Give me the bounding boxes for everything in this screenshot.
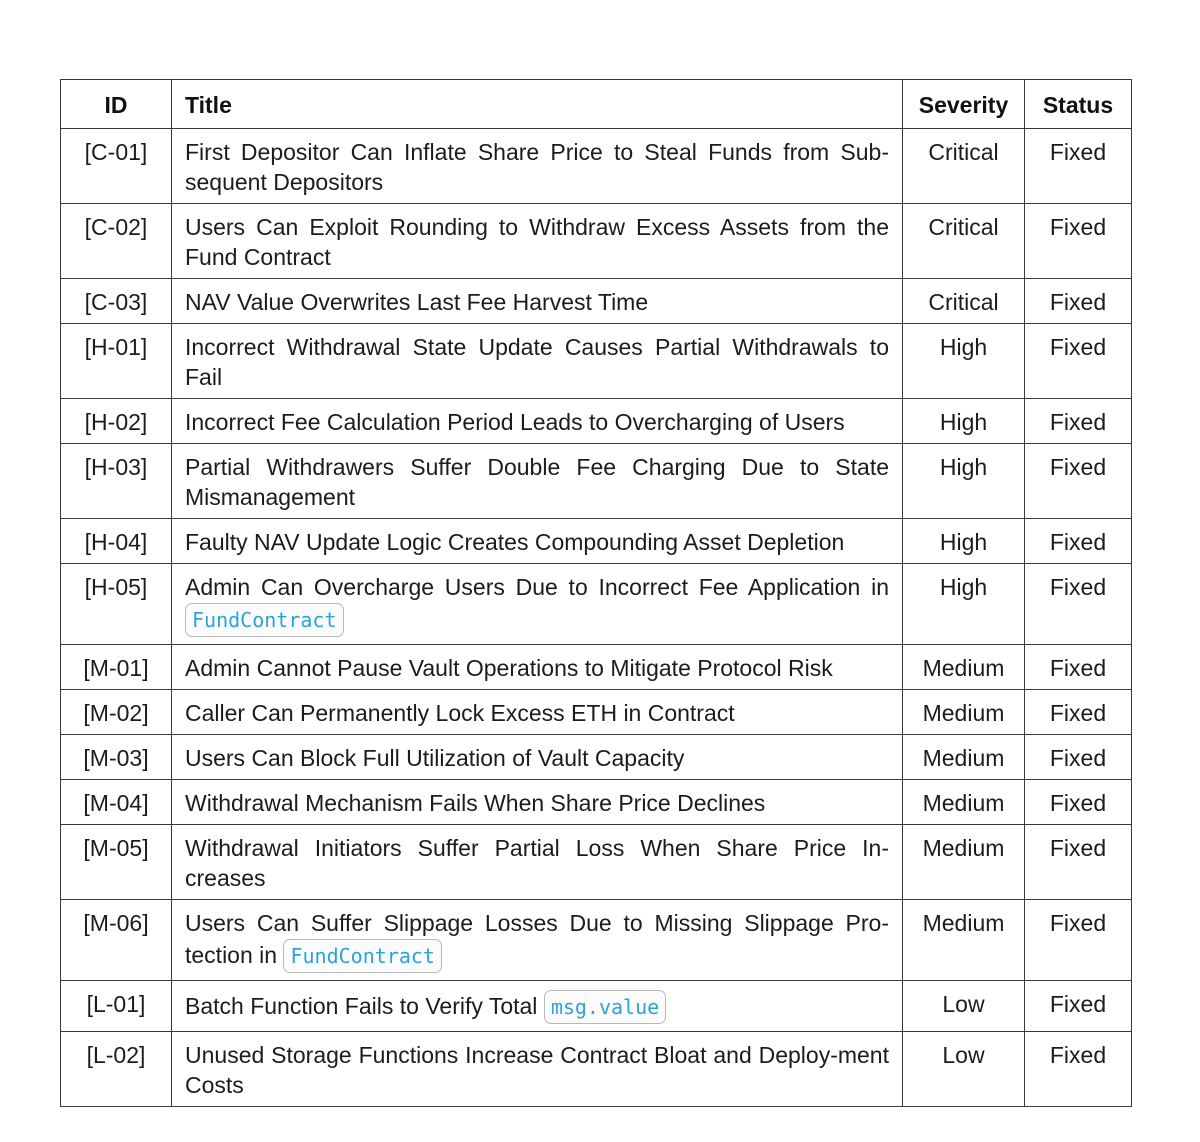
finding-title: Users Can Block Full Utilization of Vault Capacity bbox=[185, 745, 685, 771]
finding-title-cell bbox=[172, 564, 903, 645]
table-row bbox=[61, 780, 1132, 825]
severity-cell: High bbox=[903, 324, 1025, 399]
finding-title: Partial Withdrawers Suffer Double Fee Charging Due to State Mismanagement bbox=[185, 454, 889, 510]
status-cell: Fixed bbox=[1025, 645, 1132, 690]
finding-title: Users Can Suffer Slippage Losses Due to Missing Slippage Pro-tection in bbox=[185, 910, 889, 968]
finding-title: Withdrawal Initiators Suffer Partial Loss When Share Price In-creases bbox=[185, 835, 889, 891]
finding-title-cell bbox=[172, 519, 903, 564]
status-cell: Fixed bbox=[1025, 279, 1132, 324]
finding-title: NAV Value Overwrites Last Fee Harvest Time bbox=[185, 289, 649, 315]
finding-title-cell bbox=[172, 900, 903, 981]
finding-title: Users Can Exploit Rounding to Withdraw Excess Assets from the Fund Contract bbox=[185, 214, 889, 270]
header-row bbox=[61, 80, 1132, 129]
header-status: Status bbox=[1025, 80, 1132, 129]
severity-cell: Low bbox=[903, 981, 1025, 1032]
finding-title-cell bbox=[172, 1032, 903, 1107]
finding-title-cell bbox=[172, 735, 903, 780]
severity-cell: High bbox=[903, 399, 1025, 444]
header-title: Title bbox=[172, 80, 903, 129]
finding-id: [L-01] bbox=[61, 981, 172, 1032]
severity-cell: Medium bbox=[903, 690, 1025, 735]
status-cell: Fixed bbox=[1025, 129, 1132, 204]
status-cell: Fixed bbox=[1025, 519, 1132, 564]
finding-id: [C-02] bbox=[61, 204, 172, 279]
table-row bbox=[61, 825, 1132, 900]
table-row bbox=[61, 204, 1132, 279]
finding-title-cell bbox=[172, 279, 903, 324]
table-body bbox=[61, 129, 1132, 1107]
severity-cell: Medium bbox=[903, 825, 1025, 900]
finding-title-cell bbox=[172, 981, 903, 1032]
finding-title: Withdrawal Mechanism Fails When Share Price Declines bbox=[185, 790, 766, 816]
finding-id: [H-03] bbox=[61, 444, 172, 519]
header-id: ID bbox=[61, 80, 172, 129]
status-cell: Fixed bbox=[1025, 780, 1132, 825]
finding-title: Faulty NAV Update Logic Creates Compounding Asset Depletion bbox=[185, 529, 845, 555]
finding-title: Caller Can Permanently Lock Excess ETH in Contract bbox=[185, 700, 735, 726]
table-row bbox=[61, 519, 1132, 564]
finding-id: [H-01] bbox=[61, 324, 172, 399]
status-cell: Fixed bbox=[1025, 900, 1132, 981]
finding-title: First Depositor Can Inflate Share Price to Steal Funds from Sub-sequent Depositors bbox=[185, 139, 889, 195]
finding-id: [M-04] bbox=[61, 780, 172, 825]
finding-id: [C-01] bbox=[61, 129, 172, 204]
finding-id: [L-02] bbox=[61, 1032, 172, 1107]
finding-title-cell bbox=[172, 204, 903, 279]
finding-id: [M-03] bbox=[61, 735, 172, 780]
finding-id: [M-02] bbox=[61, 690, 172, 735]
finding-title: Incorrect Withdrawal State Update Causes Partial Withdrawals to Fail bbox=[185, 334, 889, 390]
finding-id: [H-02] bbox=[61, 399, 172, 444]
table-row bbox=[61, 645, 1132, 690]
finding-title-cell bbox=[172, 399, 903, 444]
severity-cell: Critical bbox=[903, 279, 1025, 324]
table-row bbox=[61, 279, 1132, 324]
finding-title-cell bbox=[172, 645, 903, 690]
finding-title-cell bbox=[172, 780, 903, 825]
header-severity: Severity bbox=[903, 80, 1025, 129]
table-row bbox=[61, 444, 1132, 519]
severity-cell: Medium bbox=[903, 780, 1025, 825]
finding-id: [H-05] bbox=[61, 564, 172, 645]
finding-title-cell bbox=[172, 444, 903, 519]
status-cell: Fixed bbox=[1025, 399, 1132, 444]
severity-cell: Medium bbox=[903, 900, 1025, 981]
finding-id: [M-01] bbox=[61, 645, 172, 690]
severity-cell: High bbox=[903, 444, 1025, 519]
table-row bbox=[61, 129, 1132, 204]
severity-cell: Critical bbox=[903, 204, 1025, 279]
status-cell: Fixed bbox=[1025, 444, 1132, 519]
finding-title: Incorrect Fee Calculation Period Leads to Overcharging of Users bbox=[185, 409, 845, 435]
severity-cell: Medium bbox=[903, 645, 1025, 690]
finding-title: Admin Cannot Pause Vault Operations to Mitigate Protocol Risk bbox=[185, 655, 833, 681]
table-row bbox=[61, 324, 1132, 399]
table-row bbox=[61, 1032, 1132, 1107]
findings-table bbox=[60, 79, 1132, 1107]
status-cell: Fixed bbox=[1025, 735, 1132, 780]
status-cell: Fixed bbox=[1025, 825, 1132, 900]
table-row bbox=[61, 735, 1132, 780]
table-row bbox=[61, 981, 1132, 1032]
table-row bbox=[61, 690, 1132, 735]
finding-title-cell bbox=[172, 825, 903, 900]
table-row bbox=[61, 564, 1132, 645]
inline-code: msg.value bbox=[544, 990, 666, 1024]
finding-title: Unused Storage Functions Increase Contract Bloat and Deploy-ment Costs bbox=[185, 1042, 889, 1098]
status-cell: Fixed bbox=[1025, 564, 1132, 645]
finding-title: Admin Can Overcharge Users Due to Incorrect Fee Application in bbox=[185, 574, 889, 600]
status-cell: Fixed bbox=[1025, 981, 1132, 1032]
finding-id: [C-03] bbox=[61, 279, 172, 324]
table-row bbox=[61, 900, 1132, 981]
inline-code: FundContract bbox=[185, 603, 344, 637]
finding-title-cell bbox=[172, 690, 903, 735]
finding-title-cell bbox=[172, 129, 903, 204]
severity-cell: Medium bbox=[903, 735, 1025, 780]
severity-cell: Critical bbox=[903, 129, 1025, 204]
table-row bbox=[61, 399, 1132, 444]
status-cell: Fixed bbox=[1025, 1032, 1132, 1107]
status-cell: Fixed bbox=[1025, 204, 1132, 279]
finding-id: [M-06] bbox=[61, 900, 172, 981]
severity-cell: Low bbox=[903, 1032, 1025, 1107]
status-cell: Fixed bbox=[1025, 690, 1132, 735]
finding-title-cell bbox=[172, 324, 903, 399]
severity-cell: High bbox=[903, 564, 1025, 645]
inline-code: FundContract bbox=[283, 939, 442, 973]
severity-cell: High bbox=[903, 519, 1025, 564]
table-header bbox=[61, 80, 1132, 129]
finding-title: Batch Function Fails to Verify Total bbox=[185, 993, 538, 1019]
finding-id: [M-05] bbox=[61, 825, 172, 900]
status-cell: Fixed bbox=[1025, 324, 1132, 399]
finding-id: [H-04] bbox=[61, 519, 172, 564]
